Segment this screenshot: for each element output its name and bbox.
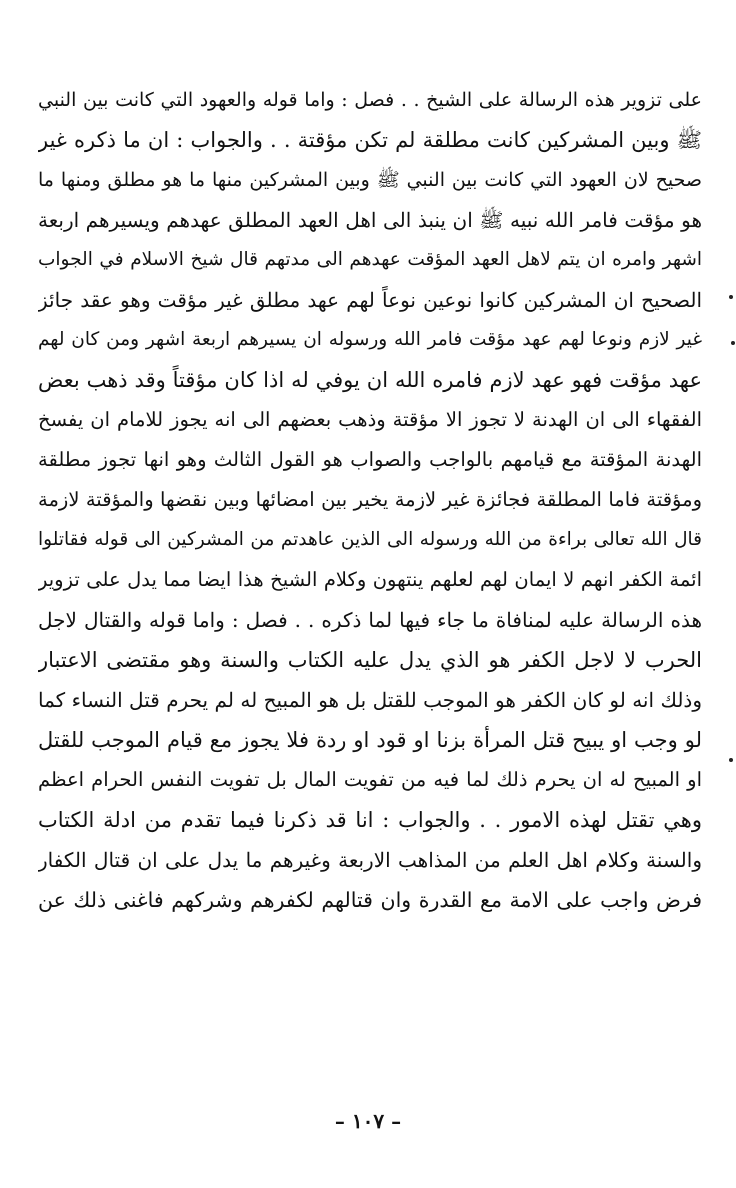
text-line: هذه الرسالة عليه لمنافاة ما جاء فيها لما ذكره . . فصل : واما قوله والقتال لاجل bbox=[38, 608, 702, 632]
text-line: فرض واجب على الامة مع القدرة وان قتالهم لكفرهم وشركهم فاغنى ذلك عن bbox=[38, 888, 702, 912]
page-number: – ١٠٧ – bbox=[334, 1109, 402, 1133]
text-line: او المبيح له ان يحرم ذلك لما فيه من تفويت المال بل تفويت النفس الحرام اعظم bbox=[38, 768, 702, 791]
text-line: ﷺ وبين المشركين كانت مطلقة لم تكن مؤقتة . . والجواب : ان ما ذكره غير bbox=[38, 128, 702, 152]
text-line: الفقهاء الى ان الهدنة لا تجوز الا مؤقتة وذهب بعضهم الى انه يجوز للامام ان يفسخ bbox=[38, 408, 702, 431]
text-line: الحرب لا لاجل الكفر هو الذي يدل عليه الكتاب والسنة وهو مقتضى الاعتبار bbox=[38, 648, 702, 672]
text-line: والسنة وكلام اهل العلم من المذاهب الاربعة وغيرهم ما يدل على ان قتال الكفار bbox=[38, 848, 702, 872]
margin-dot-mark bbox=[731, 341, 735, 345]
body-text bbox=[38, 80, 702, 920]
text-line: لو وجب او يبيح قتل المرأة بزنا او قود او ردة فلا يجوز مع قيام الموجب للقتل bbox=[38, 728, 702, 752]
text-line: اشهر وامره ان يتم لاهل العهد المؤقت عهدهم الى مدتهم قال شيخ الاسلام في الجواب bbox=[38, 249, 702, 270]
text-line: هو مؤقت فامر الله نبيه ﷺ ان ينبذ الى اهل العهد المطلق عهدهم ويسيرهم اربعة bbox=[38, 208, 702, 232]
text-line: قال الله تعالى براءة من الله ورسوله الى الذين عاهدتم من المشركين الى قوله فقاتلوا bbox=[38, 529, 702, 550]
text-line: عهد مؤقت فهو عهد لازم فامره الله ان يوفي له اذا كان مؤقتاً وقد ذهب بعض bbox=[38, 368, 702, 392]
text-line: الهدنة المؤقتة مع قيامهم بالواجب والصواب هو القول الثالث وهو انها تجوز مطلقة bbox=[38, 448, 702, 471]
text-line: ائمة الكفر انهم لا ايمان لهم لعلهم ينتهون وكلام الشيخ هذا ايضا مما يدل على تزوير bbox=[38, 568, 702, 591]
text-line: الصحيح ان المشركين كانوا نوعين نوعاً لهم عهد مطلق غير مؤقت وهو عقد جائز bbox=[38, 288, 702, 312]
margin-dot-mark bbox=[729, 295, 733, 299]
text-line: غير لازم ونوعا لهم عهد مؤقت فامر الله ورسوله ان يسيرهم اربعة اشهر ومن كان لهم bbox=[38, 329, 702, 350]
text-line: ومؤقتة فاما المطلقة فجائزة غير لازمة يخير بين امضائها وبين نقضها والمؤقتة لازمة bbox=[38, 488, 702, 511]
text-line: وهي تقتل لهذه الامور . . والجواب : انا قد ذكرنا فيما تقدم من ادلة الكتاب bbox=[38, 808, 702, 832]
text-line: وذلك انه لو كان الكفر هو الموجب للقتل بل هو المبيح له لم يحرم قتل النساء كما bbox=[38, 688, 702, 712]
margin-dot-mark bbox=[729, 758, 733, 762]
text-line: على تزوير هذه الرسالة على الشيخ . . فصل : واما قوله والعهود التي كانت بين النبي bbox=[38, 89, 702, 111]
text-line: صحيح لان العهود التي كانت بين النبي ﷺ وبين المشركين منها ما هو مطلق ومنها ما bbox=[38, 169, 702, 191]
